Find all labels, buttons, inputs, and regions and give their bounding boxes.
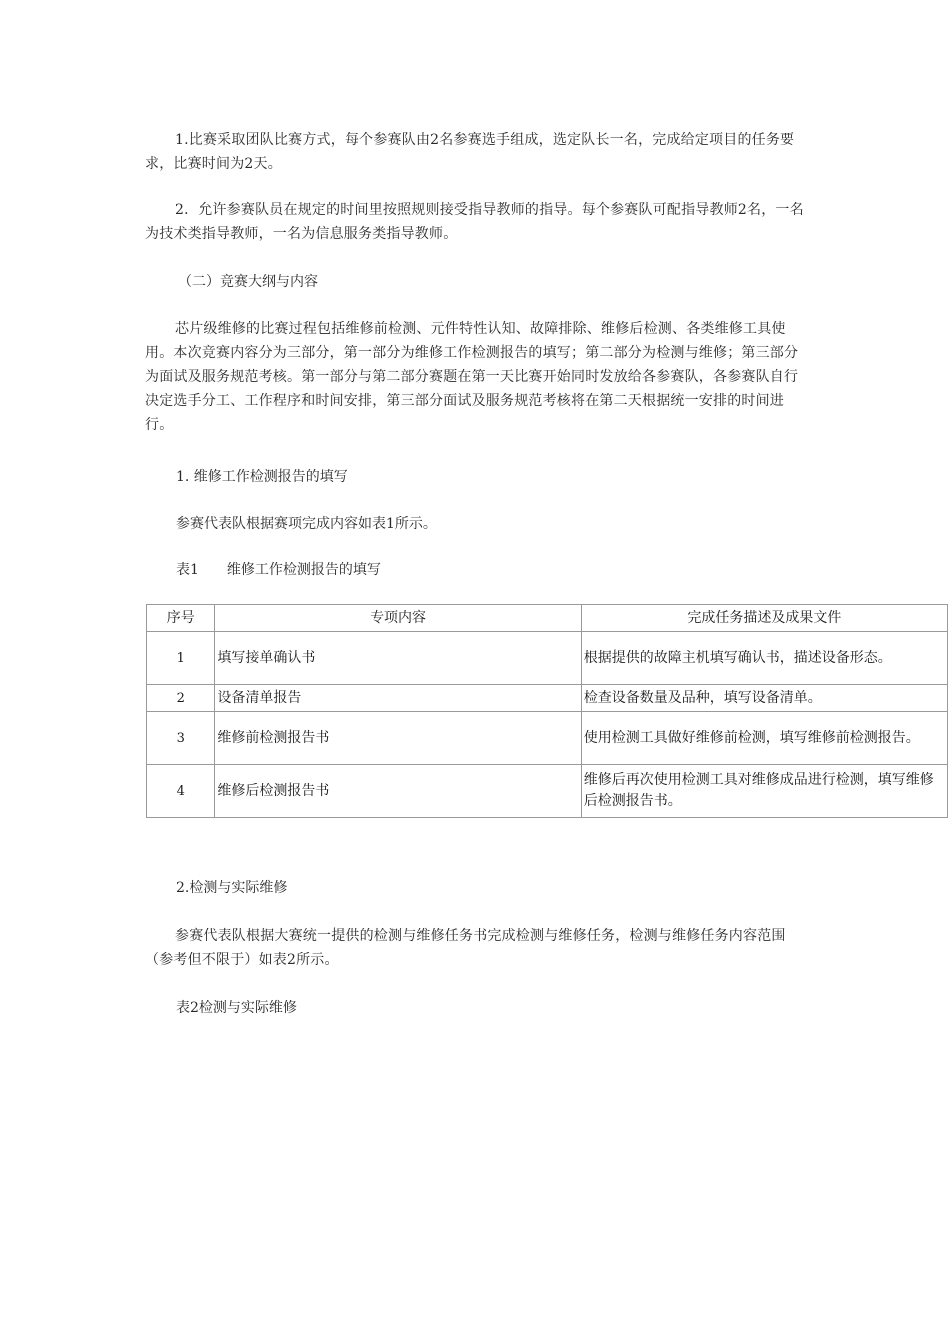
table-row <box>147 712 948 765</box>
row-item: 填写接单确认书 <box>215 632 581 685</box>
section-heading-outline: （二）竞赛大纲与内容 <box>178 274 318 290</box>
report-table <box>146 604 948 818</box>
row-number: 1 <box>147 632 215 685</box>
table-row <box>147 632 948 685</box>
row-item: 维修前检测报告书 <box>215 712 581 765</box>
paragraph-table1-intro: 参赛代表队根据赛项完成内容如表1所示。 <box>176 516 437 532</box>
header-task-description: 完成任务描述及成果文件 <box>581 605 947 632</box>
item-heading-repair: 2.检测与实际维修 <box>176 880 288 896</box>
row-description: 维修后再次使用检测工具对维修成品进行检测，填写维修后检测报告书。 <box>581 765 947 818</box>
table-row <box>147 765 948 818</box>
table-header-row <box>147 605 948 632</box>
row-item: 维修后检测报告书 <box>215 765 581 818</box>
table1-caption: 表1 维修工作检测报告的填写 <box>176 562 381 578</box>
paragraph-table2-intro: 参赛代表队根据大赛统一提供的检测与维修任务书完成检测与维修任务，检测与维修任务内容范围（参考但不限于）如表2所示。 <box>145 928 786 968</box>
paragraph-rule-2: 2．允许参赛队员在规定的时间里按照规则接受指导教师的指导。每个参赛队可配指导教师2名，一名为技术类指导教师，一名为信息服务类指导教师。 <box>145 202 804 242</box>
row-description: 检查设备数量及品种，填写设备清单。 <box>581 685 947 712</box>
header-serial-number: 序号 <box>147 605 215 632</box>
item-heading-report: 1. 维修工作检测报告的填写 <box>176 469 348 485</box>
paragraph-rule-1: 1.比赛采取团队比赛方式，每个参赛队由2名参赛选手组成，选定队长一名，完成给定项目的任务要求，比赛时间为2天。 <box>145 132 795 172</box>
table2-caption: 表2检测与实际维修 <box>176 1000 297 1016</box>
paragraph-competition-content: 芯片级维修的比赛过程包括维修前检测、元件特性认知、故障排除、维修后检测、各类维修工具使用。本次竞赛内容分为三部分，第一部分为维修工作检测报告的填写；第二部分为检测与维修；第三部分为面试及服务规范考核。第一部分与第二部分赛题在第一天比赛开始同时发放给各参赛队，各参赛队自行决定选手分工、工作程序和时间安排，第三部分面试及服务规范考核将在第二天根据统一安排的时间进行。 <box>145 321 799 433</box>
row-number: 2 <box>147 685 215 712</box>
header-item-content: 专项内容 <box>215 605 581 632</box>
table-row <box>147 685 948 712</box>
row-description: 根据提供的故障主机填写确认书，描述设备形态。 <box>581 632 947 685</box>
row-item: 设备清单报告 <box>215 685 581 712</box>
row-description: 使用检测工具做好维修前检测，填写维修前检测报告。 <box>581 712 947 765</box>
row-number: 4 <box>147 765 215 818</box>
row-number: 3 <box>147 712 215 765</box>
